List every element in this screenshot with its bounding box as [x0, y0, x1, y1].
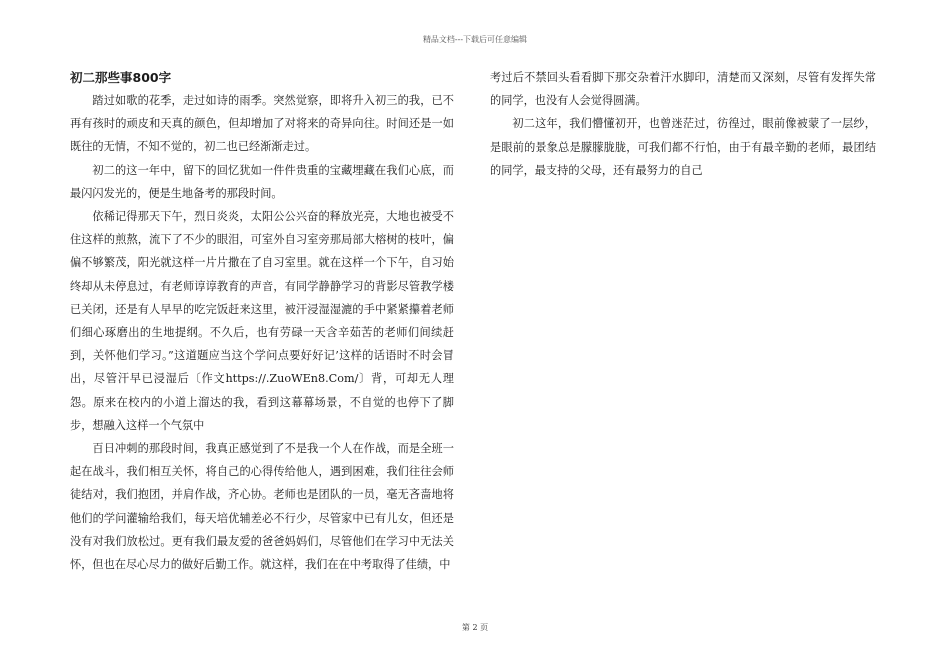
right-column	[490, 66, 876, 182]
page-header: 精品文档---下载后可任意编辑	[422, 35, 528, 44]
paragraph: 初二这年，我们懵懂初开，也曾迷茫过，彷徨过，眼前像被蒙了一层纱，是眼前的景象总是朦朦胧胧，可我们都不行怕，由于有最辛勤的老师，最团结的同学，最支持的父母，还有最努力的自己	[490, 117, 876, 177]
left-column	[70, 66, 454, 576]
paragraph: 依稀记得那天下午，烈日炎炎，太阳公公兴奋的释放光亮，大地也被受不住这样的煎熬，流下了不少的眼泪，可室外自习室旁那局部大榕树的枝叶，偏偏不够繁茂，阳光就这样一片片撒在了自习室里。就在这样一个下午，自习始终却从未停息过，有老师谆谆教育的声音，有同学静静学习的背影尽管教学楼已关闭，还是有人早早的吃完饭赶来这里，被汗浸湿湿漉的手中紧紧攥着老师们细心琢磨出的生地提纲。不久后，也有劳碌一天含辛茹苦的老师们间续赶到，关怀他们学习。”这道题应当这个学问点要好好记’这样的话语时不时会冒出，尽管汗早已浸湿后〔作文https://.ZuoWEn8.Com/〕背，可却无人理怨。原来在校内的小道上溜达的我，看到这幕幕场景，不自觉的也停下了脚步，想融入这样一个气氛中	[70, 210, 454, 432]
paragraph: 百日冲刺的那段时间，我真正感觉到了不是我一个人在作战，而是全班一起在战斗，我们相互关怀，将自己的心得传给他人，遇到困难，我们往往会师徒结对，我们抱团，并肩作战，齐心协。老师也是团队的一员，毫无吝啬地将他们的学问灌输给我们，每天培优辅差必不行少，尽管家中已有儿女，但还是没有对我们放松过。更有我们最友爱的爸爸妈妈们，尽管他们在学习中无法关怀，但也在尽心尽力的做好后勤工作。就这样，我们在在中考取得了佳绩，中	[70, 442, 454, 572]
paragraph-continued: 考过后不禁回头看看脚下那交杂着汗水脚印，清楚而又深刻，尽管有发挥失常的同学，也没有人会觉得圆满。	[490, 71, 876, 108]
paragraph: 踏过如歌的花季，走过如诗的雨季。突然觉察，即将升入初三的我，已不再有孩时的顽皮和天真的颜色，但却增加了对将来的奇异向往。时间还是一如既往的无情，不知不觉的，初二也已经渐渐走过。	[70, 94, 454, 154]
article-title: 初二那些事800字	[70, 70, 172, 85]
paragraph: 初二的这一年中，留下的回忆犹如一件件贵重的宝藏埋藏在我们心底，而最闪闪发光的，便是生地备考的那段时间。	[70, 163, 454, 200]
page-number: 第 2 页	[461, 623, 489, 632]
